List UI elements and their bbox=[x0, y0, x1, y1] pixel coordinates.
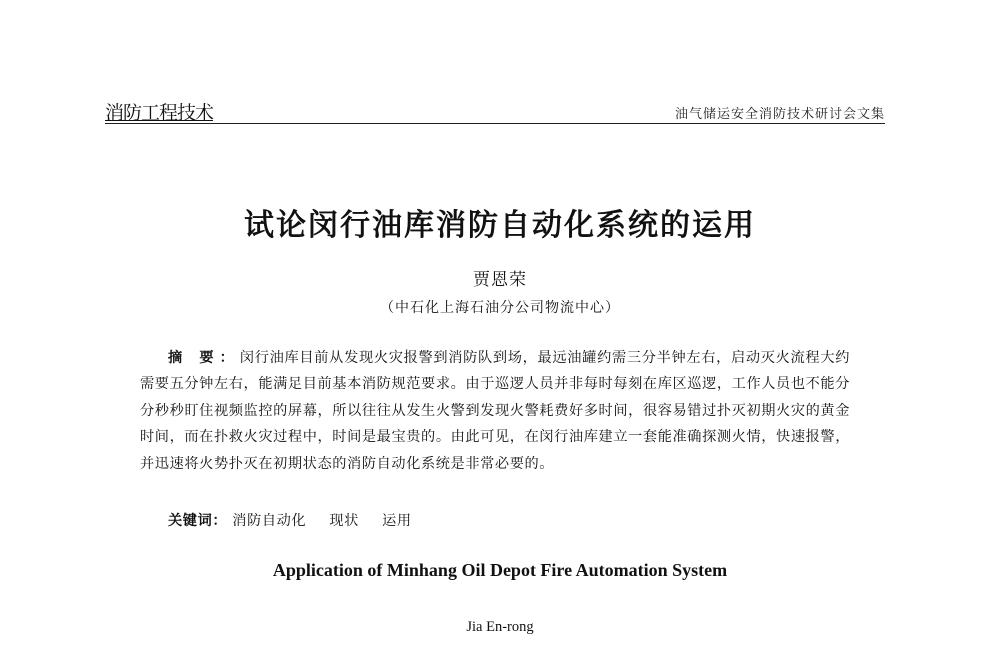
journal-section-label: 消防工程技术 bbox=[105, 102, 214, 124]
collection-title: 油气储运安全消防技术研讨会文集 bbox=[674, 107, 885, 122]
abstract bbox=[140, 345, 850, 477]
english-title: Application of Minhang Oil Depot Fire Automation System bbox=[272, 560, 728, 580]
keyword: 消防自动化 bbox=[232, 513, 307, 529]
abstract-text: 闵行油库目前从发现火灾报警到消防队到场，最远油罐约需三分半钟左右，启动灭火流程大约需要五分钟左右，能满足目前基本消防规范要求。由于巡逻人员并非每时每刻在库区巡逻，工作人员也不能分分秒秒盯住视频监控的屏幕，所以往往从发生火警到发现火警耗费好多时间，很容易错过扑灭初期火灾的黄金时间，而在扑救火灾过程中，时间是最宝贵的。由此可见，在闵行油库建立一套能准确探测火情，快速报警，并迅速将火势扑灭在初期状态的消防自动化系统是非常必要的。 bbox=[140, 350, 850, 472]
paper-title: 试论闵行油库消防自动化系统的运用 bbox=[244, 208, 756, 243]
abstract-label: 摘 要： bbox=[168, 350, 240, 366]
keywords-label: 关键词： bbox=[168, 513, 228, 529]
keywords bbox=[168, 510, 430, 530]
header-rule bbox=[105, 123, 885, 124]
keyword: 现状 bbox=[329, 513, 359, 529]
keyword: 运用 bbox=[382, 513, 412, 529]
english-author: Jia En-rong bbox=[466, 619, 534, 635]
author-affiliation: （中石化上海石油分公司物流中心） bbox=[380, 300, 620, 316]
author-name: 贾恩荣 bbox=[473, 270, 527, 290]
